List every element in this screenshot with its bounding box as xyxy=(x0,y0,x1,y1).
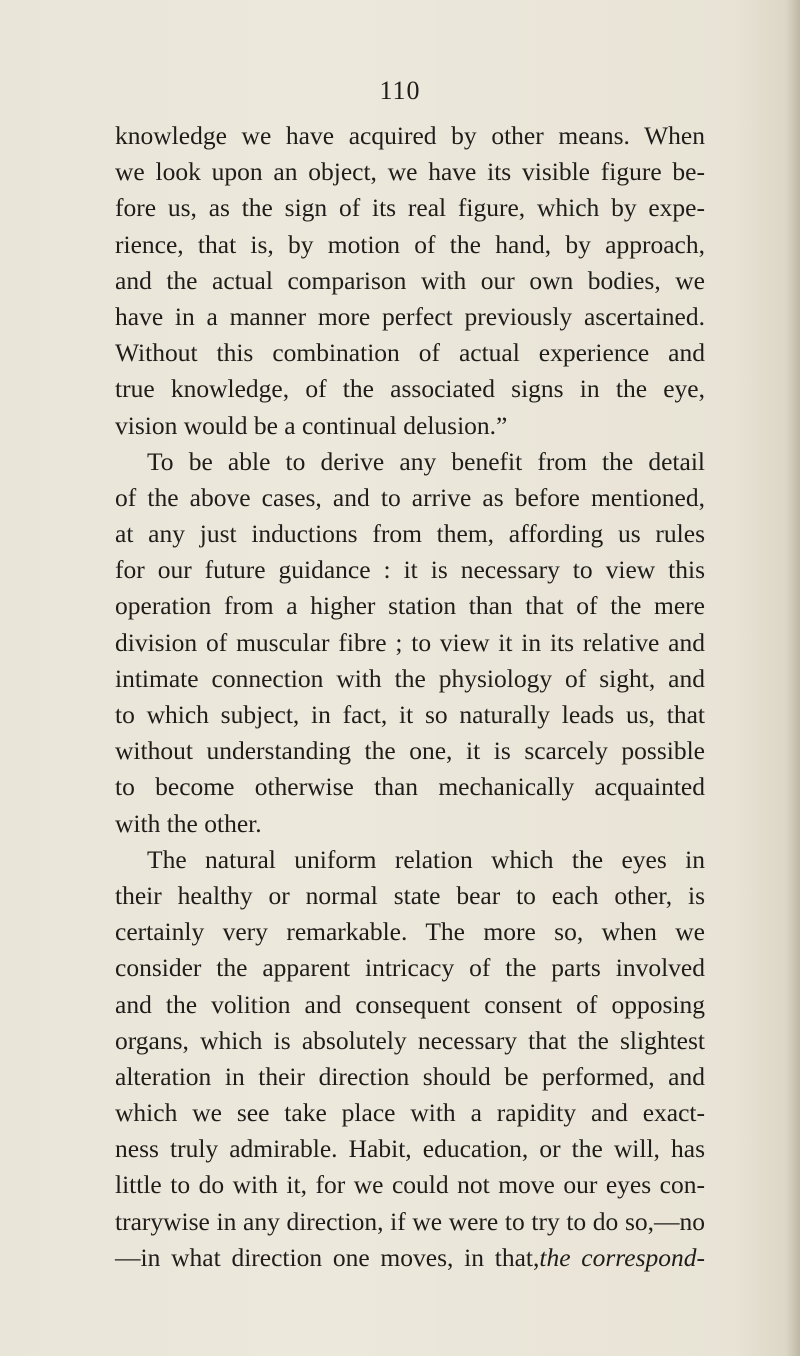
paragraph-start-line: To be able to derive any benefit from the detail xyxy=(147,446,705,476)
paragraph-start-line: The natural uniform relation which the eyes in xyxy=(147,844,705,874)
text-line: ness truly admirable. Habit, education, or the will, has xyxy=(115,1134,705,1164)
text-line: their healthy or normal state bear to each other, is xyxy=(115,880,705,910)
page-number: 110 xyxy=(379,76,421,105)
text-line: true knowledge, of the associated signs in the eye, xyxy=(115,374,705,404)
text-line: organs, which is absolutely necessary that the slightest xyxy=(115,1025,705,1055)
italic-text: the correspond- xyxy=(539,1242,705,1272)
text-line-roman: —in what direction one moves, in that, xyxy=(115,1242,540,1272)
text-line: certainly very remarkable. The more so, when we xyxy=(115,917,705,947)
text-line: little to do with it, for we could not move our eyes con- xyxy=(115,1170,705,1200)
text-line: which we see take place with a rapidity and exact- xyxy=(115,1098,705,1128)
text-line: division of muscular fibre ; to view it in its relative and xyxy=(115,627,705,657)
text-line: we look upon an object, we have its visible figure be- xyxy=(115,157,705,187)
text-line: to become otherwise than mechanically acquainted xyxy=(115,772,705,802)
body-text xyxy=(115,118,705,1276)
page-edge-shadow xyxy=(786,0,800,1356)
text-line: fore us, as the sign of its real figure, which by expe- xyxy=(115,193,705,223)
text-line: operation from a higher station than that of the mere xyxy=(115,591,705,621)
paragraph-end-line: with the other. xyxy=(115,808,262,838)
text-line: for our future guidance : it is necessary to view this xyxy=(115,555,705,585)
paragraph-end-line: vision would be a continual delusion.” xyxy=(115,410,508,440)
text-line: knowledge we have acquired by other means. When xyxy=(115,121,705,150)
text-line: intimate connection with the physiology of sight, and xyxy=(115,663,705,693)
text-line: alteration in their direction should be performed, and xyxy=(115,1061,705,1091)
text-line: have in a manner more perfect previously ascertained. xyxy=(115,301,705,331)
text-line: rience, that is, by motion of the hand, by approach, xyxy=(115,229,705,259)
text-line: and the actual comparison with our own bodies, we xyxy=(115,265,705,295)
text-line: of the above cases, and to arrive as before mentioned, xyxy=(115,482,705,512)
text-line: trarywise in any direction, if we were to try to do so,—no xyxy=(115,1206,705,1236)
text-line: consider the apparent intricacy of the parts involved xyxy=(115,953,705,983)
text-line: to which subject, in fact, it so naturally leads us, that xyxy=(115,700,705,729)
text-line: and the volition and consequent consent of opposing xyxy=(115,989,705,1019)
text-line: at any just inductions from them, affording us rules xyxy=(115,519,705,549)
text-line xyxy=(115,1240,705,1276)
text-line: without understanding the one, it is scarcely possible xyxy=(115,736,705,766)
text-line: Without this combination of actual experience and xyxy=(115,338,705,368)
